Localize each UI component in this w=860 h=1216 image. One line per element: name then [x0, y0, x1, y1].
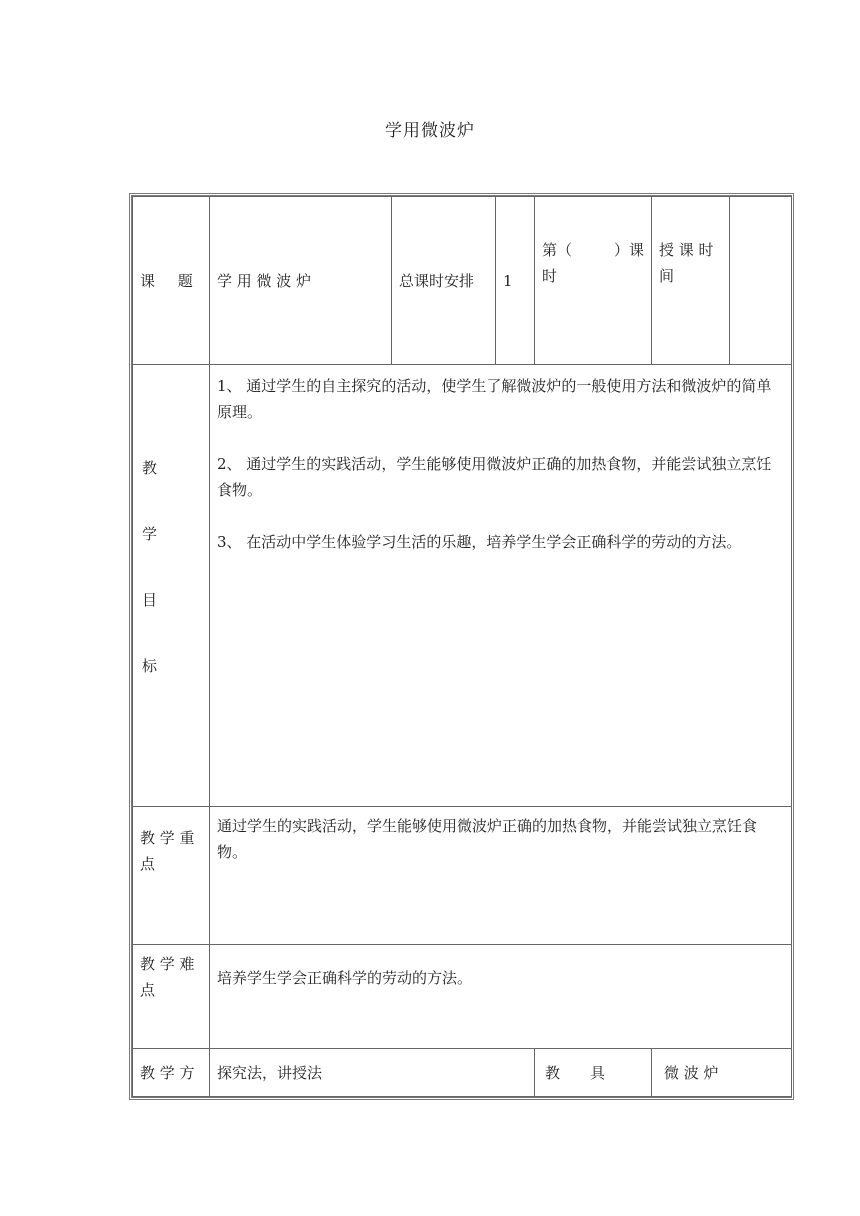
difficulties-text: 培养学生学会正确科学的劳动的方法。	[217, 969, 473, 987]
total-hours-value: 1	[503, 271, 513, 290]
tools-label-second: 具	[590, 1063, 606, 1082]
tools-value: 微 波 炉	[664, 1063, 719, 1082]
difficulties-label: 教 学 难 点	[140, 955, 195, 999]
tools-label-cell	[535, 1049, 652, 1097]
objectives-label-char: 学	[142, 525, 158, 543]
objectives-label-char: 教	[142, 459, 158, 477]
objectives-label-char: 目	[142, 591, 158, 609]
total-hours-label-cell	[392, 197, 496, 365]
difficulties-content-cell	[210, 945, 792, 1049]
methods-value: 探究法，讲授法	[217, 1063, 323, 1082]
total-hours-value-cell	[496, 197, 535, 365]
topic-value-cell	[210, 197, 392, 365]
lesson-number-suffix: ）课	[613, 241, 644, 259]
difficulties-label-cell	[133, 945, 210, 1049]
class-time-label-line2: 间	[659, 267, 675, 285]
tools-value-cell	[652, 1049, 792, 1097]
methods-label-cell	[133, 1049, 210, 1097]
key-points-row	[133, 807, 792, 945]
topic-label: 课 题	[140, 271, 202, 290]
tools-label-first: 教	[545, 1063, 561, 1082]
class-time-label-line1: 授 课 时	[659, 241, 714, 259]
objectives-label-char: 标	[142, 657, 158, 675]
objective-item: 2、 通过学生的实践活动，学生能够使用微波炉正确的加热食物，并能尝试独立烹饪食物。	[217, 455, 772, 499]
methods-value-cell	[210, 1049, 535, 1097]
objectives-row	[133, 365, 792, 807]
difficulties-row	[133, 945, 792, 1049]
class-time-label-cell	[652, 197, 730, 365]
objectives-label-cell	[133, 365, 210, 807]
key-points-text: 通过学生的实践活动，学生能够使用微波炉正确的加热食物，并能尝试独立烹饪食物。	[217, 817, 758, 861]
objective-item: 1、 通过学生的自主探究的活动，使学生了解微波炉的一般使用方法和微波炉的简单原理。	[217, 377, 772, 421]
total-hours-label: 总课时安排	[399, 271, 475, 290]
lesson-number-prefix: 第（	[542, 241, 573, 259]
objectives-content-cell	[210, 365, 792, 807]
topic-label-cell	[133, 197, 210, 365]
document-title: 学用微波炉	[385, 121, 475, 141]
topic-row	[133, 197, 792, 365]
key-points-label: 教 学 重 点	[140, 829, 195, 873]
lesson-plan-table	[129, 193, 794, 1100]
objective-item: 3、 在活动中学生体验学习生活的乐趣，培养学生学会正确科学的劳动的方法。	[217, 533, 742, 551]
lesson-number-unit: 时	[542, 267, 558, 285]
methods-label: 教 学 方	[140, 1063, 195, 1082]
lesson-number-cell	[535, 197, 652, 365]
key-points-content-cell	[210, 807, 792, 945]
key-points-label-cell	[133, 807, 210, 945]
topic-value: 学 用 微 波 炉	[217, 271, 312, 290]
methods-row	[133, 1049, 792, 1097]
class-time-value-cell	[730, 197, 792, 365]
